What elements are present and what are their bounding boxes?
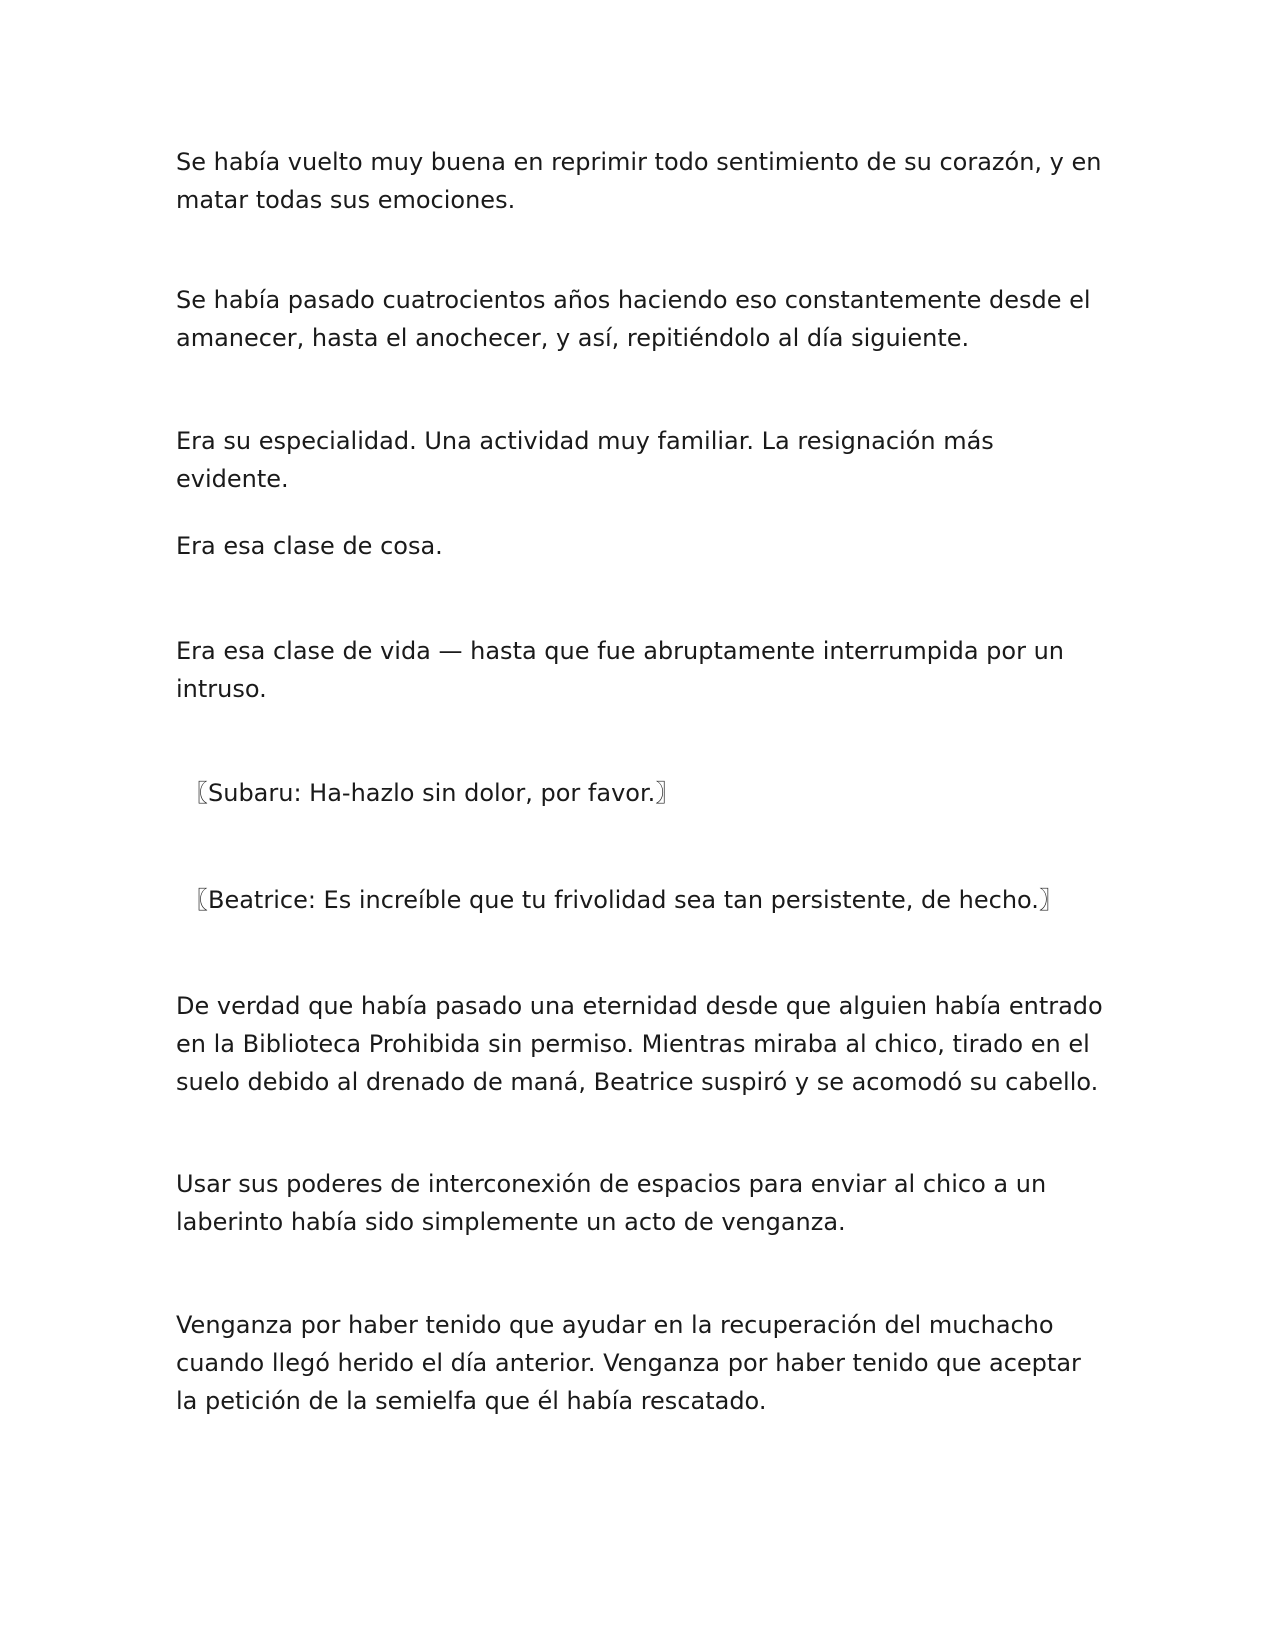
dialogue-line: 〖Beatrice: Es increíble que tu frivolidad sea tan persistente, de hecho.〗	[184, 886, 1063, 914]
dialogue-line: 〖Subaru: Ha-hazlo sin dolor, por favor.〗	[184, 779, 680, 807]
paragraph: Era esa clase de vida — hasta que fue abruptamente interrumpida por un intruso.	[176, 637, 1064, 703]
paragraph: De verdad que había pasado una eternidad desde que alguien había entrado en la Biblioteca Prohibida sin permiso. Mientras miraba al chico, tirado en el suelo debido al drenado de maná, Beatrice suspiró y se acomodó su cabello.	[176, 992, 1103, 1096]
paragraph: Venganza por haber tenido que ayudar en la recuperación del muchacho cuando llegó herido el día anterior. Venganza por haber tenido que aceptar la petición de la semielfa que él había rescatado.	[176, 1311, 1081, 1415]
paragraph: Se había vuelto muy buena en reprimir todo sentimiento de su corazón, y en matar todas sus emociones.	[176, 148, 1102, 214]
paragraph: Se había pasado cuatrocientos años haciendo eso constantemente desde el amanecer, hasta el anochecer, y así, repitiéndolo al día siguiente.	[176, 286, 1091, 352]
paragraph: Era su especialidad. Una actividad muy familiar. La resignación más evidente.	[176, 427, 994, 493]
paragraph: Era esa clase de cosa.	[176, 532, 443, 560]
paragraph: Usar sus poderes de interconexión de espacios para enviar al chico a un laberinto había sido simplemente un acto de venganza.	[176, 1170, 1047, 1236]
